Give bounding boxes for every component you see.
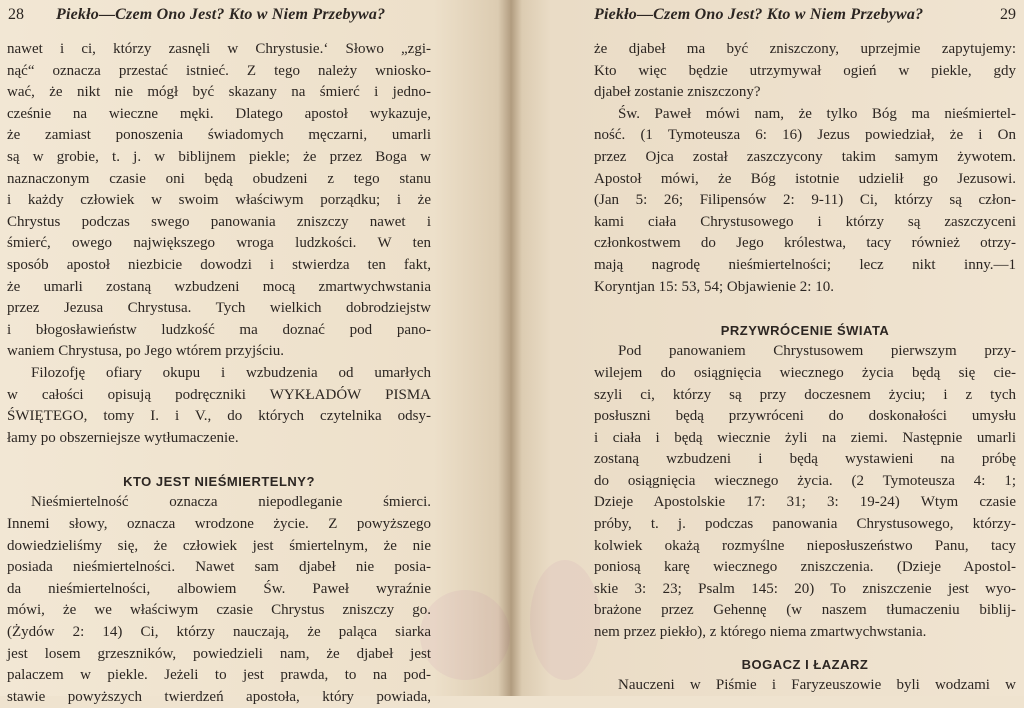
text-line: stawie powyższych twierdzeń apostoła, który powiada, xyxy=(7,688,431,705)
text-line: wać, że nikt nie mógł być skazany na śmierć i jedno- xyxy=(7,84,431,101)
paper-stain xyxy=(420,590,510,680)
text-line: że zamiast ponoszenia świadomych męczarni, umarli xyxy=(7,127,431,144)
text-line: posłuszni będą przywróceni do doskonałości umysłu xyxy=(594,408,1016,425)
text-line: w całości opisują podręczniki WYKŁADÓW PISMA xyxy=(7,386,431,403)
left-page-body xyxy=(7,39,431,708)
text-line: cześnie na wieczne męki. Dlatego apostoł wykazuje, xyxy=(7,105,431,122)
text-line: posiada nieśmiertelności. Nawet sam djabeł nie posia- xyxy=(7,559,431,576)
text-line: wilejem do osiągnięcia wiecznego życia będą się cie- xyxy=(594,364,1016,381)
text-line: dowiedzieliśmy się, że człowiek jest śmiertelnym, że nie xyxy=(7,537,431,554)
text-line: brażone przez Gehennę (w naszem tłumaczeniu biblij- xyxy=(594,602,1016,619)
left-page-number: 28 xyxy=(8,6,24,23)
text-line: waniem Chrystusa, po Jego wtórem przyjściu. xyxy=(7,343,285,360)
text-line: Innemi słowy, oznacza wrodzone życie. Z powyższego xyxy=(7,516,431,533)
text-line: są w grobie, t. j. w biblijnem piekle; że przez Boga w xyxy=(7,148,431,165)
text-line: nąć“ oznacza przestać istnieć. Z tego należy wniosko- xyxy=(7,62,431,79)
text-line: Dzieje Apostolskie 17: 31; 3: 19-24) Wtym czasie xyxy=(594,494,1016,511)
text-line: skie 3: 23; Psalm 145: 20) To zniszczenie jest wyo- xyxy=(594,580,1016,597)
text-line: Pod panowaniem Chrystusowem pierwszym przy- xyxy=(618,343,1016,360)
text-line: Nieśmiertelność oznacza niepodleganie śmierci. xyxy=(31,494,431,511)
right-page xyxy=(510,0,1024,696)
text-line: naznaczonym czasie oni będą obudzeni z tego stanu xyxy=(7,170,431,187)
book-gutter xyxy=(498,0,522,696)
text-line: szyli ci, którzy są przy doczesnem życiu; i z tych xyxy=(594,386,1016,403)
text-line: i błogosławieństw ludzkość ma doznać pod pano- xyxy=(7,321,431,338)
text-line: Apostoł mówi, że Bóg istotnie udzielił go Jezusowi. xyxy=(594,170,1016,187)
right-page-number: 29 xyxy=(1000,6,1016,23)
text-line: Chrystus podczas swego panowania zniszczy nawet i xyxy=(7,213,431,230)
left-running-head: Piekło—Czem Ono Jest? Kto w Niem Przebywa? xyxy=(56,6,386,23)
right-running-head: Piekło—Czem Ono Jest? Kto w Niem Przebywa? xyxy=(594,6,924,23)
text-line: da nieśmiertelności, albowiem Św. Paweł wyraźnie xyxy=(7,580,431,597)
text-line: Kto więc będzie utrzymywał ogień w piekle, gdy xyxy=(594,62,1016,79)
text-line: łamy po obszerniejsze wytłumaczenie. xyxy=(7,429,239,446)
right-page-header xyxy=(510,6,1024,28)
text-line: Filozofję ofiary okupu i wzbudzenia od umarłych xyxy=(31,364,431,381)
text-line: przez Ojca został zaszczycony takim samym żywotem. xyxy=(594,148,1016,165)
left-page xyxy=(0,0,510,705)
text-line: palaczem w piekle. Jeżeli to jest prawda, to na pod- xyxy=(7,667,431,684)
text-line: (Żydów 2: 14) Ci, którzy nauczają, że paląca siarka xyxy=(7,624,431,641)
paper-stain xyxy=(530,560,600,680)
text-line: Koryntjan 15: 53, 54; Objawienie 2: 10. xyxy=(594,278,834,295)
text-line: ŚWIĘTEGO, tomy I. i V., do których czytelnika odsy- xyxy=(7,408,431,425)
text-line: że djabeł ma być zniszczony, uprzejmie zapytujemy: xyxy=(594,41,1016,57)
left-page-header xyxy=(0,6,510,28)
text-line: djabeł zostanie zniszczony? xyxy=(594,84,761,101)
text-line: zostaną wzbudzeni i będą wystawieni na próbę xyxy=(594,451,1016,468)
section-heading: PRZYWRÓCENIE ŚWIATA xyxy=(720,322,890,338)
text-line: Nauczeni w Piśmie i Faryzeuszowie byli wodzami w xyxy=(618,677,1016,694)
text-line: nawet i ci, którzy zasnęli w Chrystusie.‘ Słowo „zgi- xyxy=(7,41,431,57)
text-line: (Jan 5: 26; Filipensów 2: 9-11) Ci, którzy są człon- xyxy=(594,192,1016,209)
text-line: próby, t. j. podczas panowania Chrystusowego, którzy- xyxy=(594,516,1016,533)
text-line: ność. (1 Tymoteusza 6: 16) Jezus powiedział, że i On xyxy=(594,127,1016,144)
text-line: mają nagrodę nieśmiertelności; lecz nikt inny.—1 xyxy=(594,256,1016,273)
text-line: śmierć, owego największego wroga ludzkości. W ten xyxy=(7,235,431,252)
text-line: że umarli zostaną wzbudzeni mocą zmartwychwstania xyxy=(7,278,431,295)
text-line: sposób apostoł niezbicie dowodzi i stwierdza ten fakt, xyxy=(7,256,431,273)
section-heading: BOGACZ I ŁAZARZ xyxy=(741,656,869,672)
text-line: nem przez piekło), z którego niema zmartwychwstania. xyxy=(594,624,927,641)
text-line: poniosą karę wiecznego zniszczenia. (Dzieje Apostol- xyxy=(594,559,1016,576)
text-line: kami ciała Chrystusowego i którzy są zaszczyceni xyxy=(594,213,1016,230)
text-line: mówi, że we właściwym czasie Chrystus zniszczy go. xyxy=(7,602,431,619)
text-line: członkostwem do Jego królestwa, tacy również otrzy- xyxy=(594,235,1016,252)
text-line: do osiągnięcia wiecznego życia. (2 Tymoteusza 4: 1; xyxy=(594,472,1016,489)
right-page-body xyxy=(594,39,1016,697)
text-line: i ciała i będą wiecznie żyli na ziemi. Następnie umarli xyxy=(594,429,1016,446)
text-line: jest losem grzeszników, powiedzieli nam, że djabeł jest xyxy=(7,645,431,662)
section-heading: KTO JEST NIEŚMIERTELNY? xyxy=(123,473,315,489)
text-line: przez Jezusa Chrystusa. Tych wielkich dobrodziejstw xyxy=(7,300,431,317)
text-line: kolwiek okażą rozmyślne nieposłuszeństwo Panu, tacy xyxy=(594,537,1016,554)
text-line: Św. Paweł mówi nam, że tylko Bóg ma nieśmiertel- xyxy=(618,105,1016,122)
text-line: i każdy człowiek w swoim właściwym porządku; i że xyxy=(7,192,431,209)
